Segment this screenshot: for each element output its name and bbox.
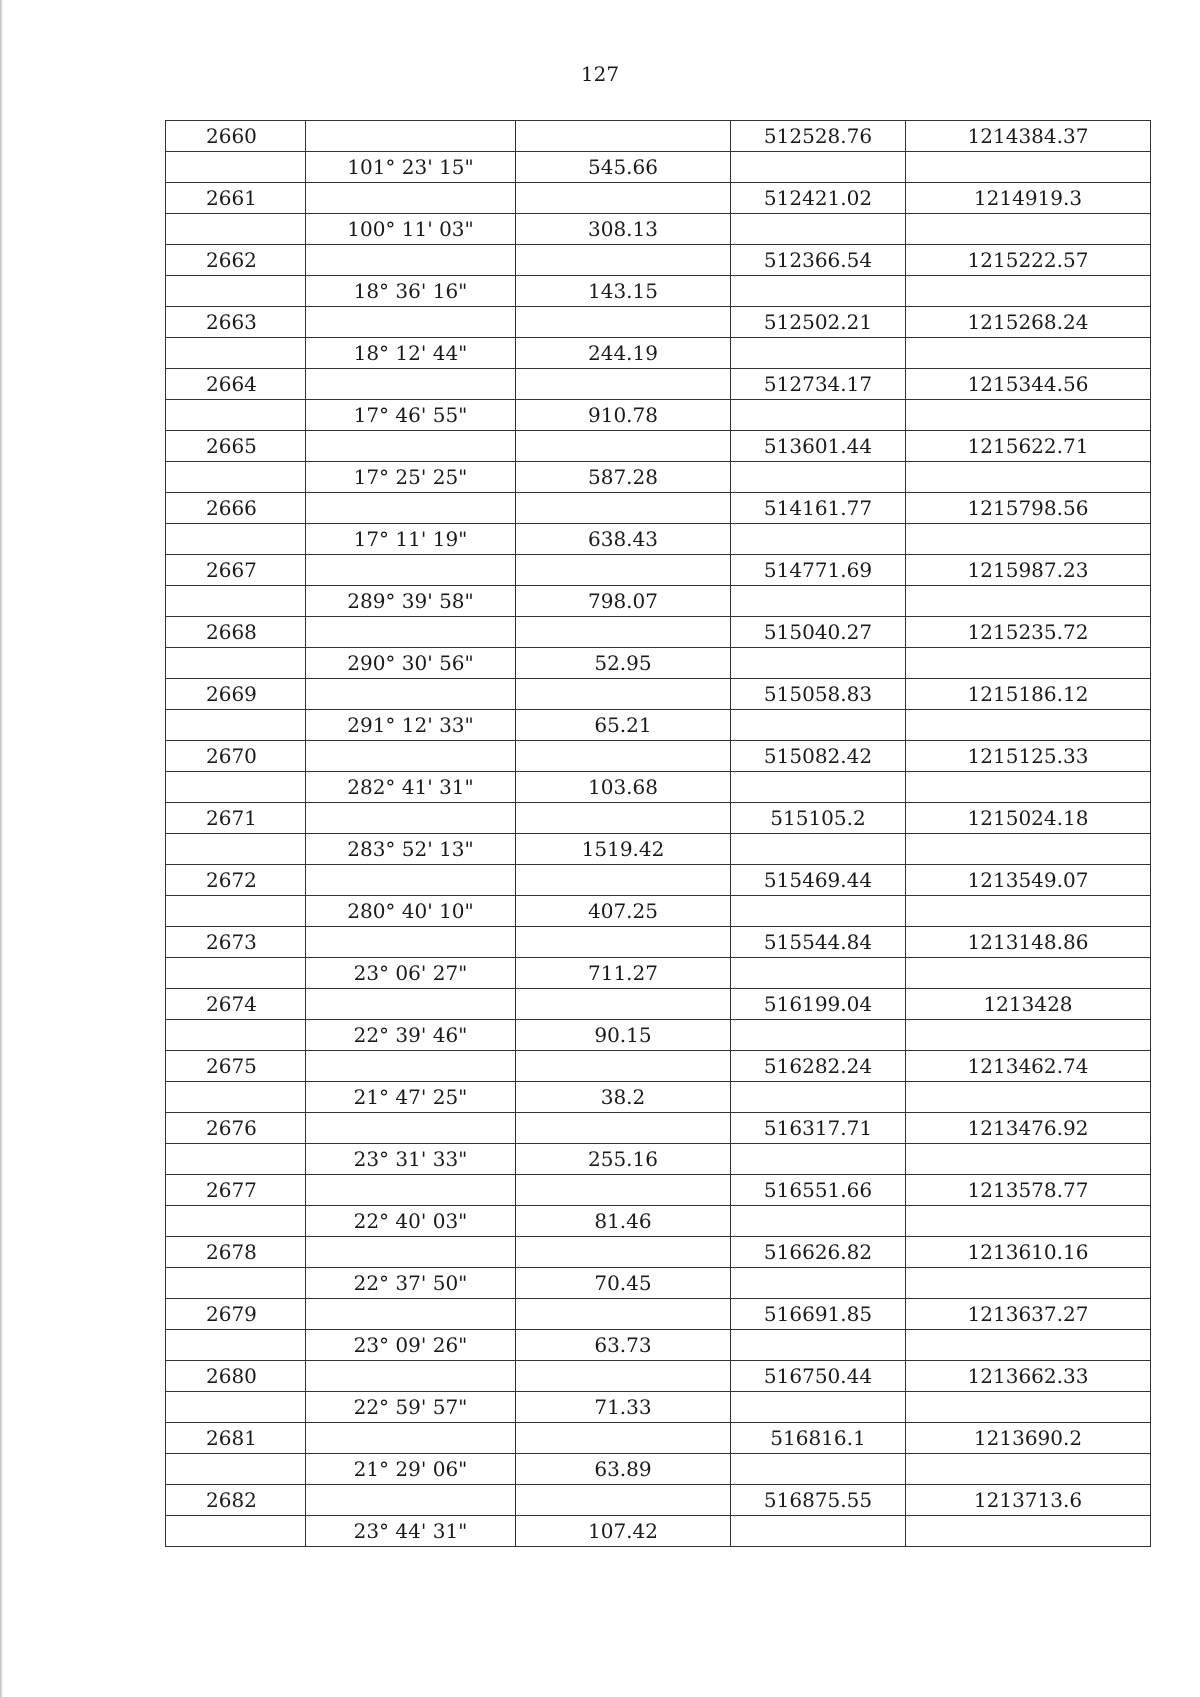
point-row: [166, 1485, 1151, 1516]
empty-cell: [906, 1268, 1151, 1299]
empty-cell: [516, 431, 731, 462]
point-id-cell: 2667: [166, 555, 306, 586]
y-coordinate-cell: 1213462.74: [906, 1051, 1151, 1082]
point-id-cell: 2676: [166, 1113, 306, 1144]
point-row: [166, 1237, 1151, 1268]
segment-row: [166, 1144, 1151, 1175]
distance-cell: 65.21: [516, 710, 731, 741]
distance-cell: 81.46: [516, 1206, 731, 1237]
distance-cell: 143.15: [516, 276, 731, 307]
point-row: [166, 121, 1151, 152]
empty-cell: [906, 1392, 1151, 1423]
empty-cell: [516, 927, 731, 958]
empty-cell: [906, 648, 1151, 679]
y-coordinate-cell: 1214384.37: [906, 121, 1151, 152]
empty-cell: [166, 586, 306, 617]
segment-row: [166, 1020, 1151, 1051]
empty-cell: [906, 152, 1151, 183]
x-coordinate-cell: 516551.66: [731, 1175, 906, 1206]
empty-cell: [306, 1299, 516, 1330]
empty-cell: [166, 214, 306, 245]
empty-cell: [516, 1485, 731, 1516]
point-row: [166, 369, 1151, 400]
segment-row: [166, 1082, 1151, 1113]
empty-cell: [516, 989, 731, 1020]
x-coordinate-cell: 516317.71: [731, 1113, 906, 1144]
bearing-cell: 22° 39' 46": [306, 1020, 516, 1051]
distance-cell: 587.28: [516, 462, 731, 493]
segment-row: [166, 1330, 1151, 1361]
empty-cell: [731, 710, 906, 741]
distance-cell: 798.07: [516, 586, 731, 617]
segment-row: [166, 462, 1151, 493]
x-coordinate-cell: 512528.76: [731, 121, 906, 152]
bearing-cell: 283° 52' 13": [306, 834, 516, 865]
empty-cell: [516, 679, 731, 710]
point-row: [166, 1423, 1151, 1454]
point-row: [166, 555, 1151, 586]
empty-cell: [731, 400, 906, 431]
point-row: [166, 989, 1151, 1020]
point-row: [166, 1299, 1151, 1330]
bearing-cell: 17° 46' 55": [306, 400, 516, 431]
point-id-cell: 2660: [166, 121, 306, 152]
distance-cell: 63.89: [516, 1454, 731, 1485]
segment-row: [166, 648, 1151, 679]
empty-cell: [166, 1082, 306, 1113]
empty-cell: [906, 276, 1151, 307]
empty-cell: [906, 1082, 1151, 1113]
empty-cell: [306, 989, 516, 1020]
point-id-cell: 2680: [166, 1361, 306, 1392]
empty-cell: [731, 338, 906, 369]
point-id-cell: 2679: [166, 1299, 306, 1330]
distance-cell: 107.42: [516, 1516, 731, 1547]
segment-row: [166, 276, 1151, 307]
point-row: [166, 1175, 1151, 1206]
point-row: [166, 307, 1151, 338]
empty-cell: [306, 555, 516, 586]
empty-cell: [731, 1454, 906, 1485]
x-coordinate-cell: 515469.44: [731, 865, 906, 896]
distance-cell: 71.33: [516, 1392, 731, 1423]
point-id-cell: 2671: [166, 803, 306, 834]
distance-cell: 70.45: [516, 1268, 731, 1299]
segment-row: [166, 834, 1151, 865]
empty-cell: [166, 648, 306, 679]
empty-cell: [306, 1051, 516, 1082]
point-id-cell: 2678: [166, 1237, 306, 1268]
bearing-cell: 23° 09' 26": [306, 1330, 516, 1361]
y-coordinate-cell: 1213662.33: [906, 1361, 1151, 1392]
distance-cell: 90.15: [516, 1020, 731, 1051]
empty-cell: [516, 183, 731, 214]
coordinate-table: [165, 120, 1151, 1547]
point-id-cell: 2670: [166, 741, 306, 772]
empty-cell: [166, 834, 306, 865]
x-coordinate-cell: 515544.84: [731, 927, 906, 958]
empty-cell: [166, 276, 306, 307]
empty-cell: [906, 400, 1151, 431]
segment-row: [166, 896, 1151, 927]
bearing-cell: 21° 47' 25": [306, 1082, 516, 1113]
point-row: [166, 741, 1151, 772]
empty-cell: [166, 896, 306, 927]
point-id-cell: 2663: [166, 307, 306, 338]
bearing-cell: 21° 29' 06": [306, 1454, 516, 1485]
empty-cell: [906, 896, 1151, 927]
y-coordinate-cell: 1215798.56: [906, 493, 1151, 524]
distance-cell: 103.68: [516, 772, 731, 803]
empty-cell: [516, 493, 731, 524]
x-coordinate-cell: 512734.17: [731, 369, 906, 400]
empty-cell: [906, 1020, 1151, 1051]
empty-cell: [731, 1516, 906, 1547]
empty-cell: [306, 927, 516, 958]
empty-cell: [731, 1392, 906, 1423]
bearing-cell: 22° 59' 57": [306, 1392, 516, 1423]
y-coordinate-cell: 1213428: [906, 989, 1151, 1020]
point-id-cell: 2662: [166, 245, 306, 276]
segment-row: [166, 524, 1151, 555]
empty-cell: [516, 803, 731, 834]
empty-cell: [731, 524, 906, 555]
bearing-cell: 22° 40' 03": [306, 1206, 516, 1237]
empty-cell: [906, 214, 1151, 245]
empty-cell: [731, 462, 906, 493]
page-number: 127: [580, 62, 620, 86]
bearing-cell: 18° 12' 44": [306, 338, 516, 369]
empty-cell: [731, 586, 906, 617]
empty-cell: [306, 803, 516, 834]
y-coordinate-cell: 1213549.07: [906, 865, 1151, 896]
empty-cell: [306, 617, 516, 648]
empty-cell: [306, 1361, 516, 1392]
point-id-cell: 2673: [166, 927, 306, 958]
segment-row: [166, 214, 1151, 245]
empty-cell: [731, 1082, 906, 1113]
distance-cell: 52.95: [516, 648, 731, 679]
empty-cell: [306, 369, 516, 400]
empty-cell: [906, 834, 1151, 865]
point-id-cell: 2682: [166, 1485, 306, 1516]
point-row: [166, 183, 1151, 214]
empty-cell: [516, 1113, 731, 1144]
empty-cell: [516, 1051, 731, 1082]
y-coordinate-cell: 1215344.56: [906, 369, 1151, 400]
segment-row: [166, 400, 1151, 431]
x-coordinate-cell: 512421.02: [731, 183, 906, 214]
segment-row: [166, 1516, 1151, 1547]
empty-cell: [516, 617, 731, 648]
empty-cell: [166, 1330, 306, 1361]
segment-row: [166, 1392, 1151, 1423]
y-coordinate-cell: 1215987.23: [906, 555, 1151, 586]
empty-cell: [906, 462, 1151, 493]
bearing-cell: 23° 31' 33": [306, 1144, 516, 1175]
point-id-cell: 2674: [166, 989, 306, 1020]
segment-row: [166, 772, 1151, 803]
bearing-cell: 282° 41' 31": [306, 772, 516, 803]
distance-cell: 910.78: [516, 400, 731, 431]
point-id-cell: 2665: [166, 431, 306, 462]
point-row: [166, 679, 1151, 710]
y-coordinate-cell: 1215125.33: [906, 741, 1151, 772]
bearing-cell: 18° 36' 16": [306, 276, 516, 307]
empty-cell: [166, 400, 306, 431]
y-coordinate-cell: 1215222.57: [906, 245, 1151, 276]
empty-cell: [906, 1454, 1151, 1485]
empty-cell: [516, 245, 731, 276]
empty-cell: [516, 1361, 731, 1392]
empty-cell: [166, 1020, 306, 1051]
distance-cell: 63.73: [516, 1330, 731, 1361]
x-coordinate-cell: 512502.21: [731, 307, 906, 338]
empty-cell: [516, 741, 731, 772]
empty-cell: [906, 710, 1151, 741]
point-row: [166, 493, 1151, 524]
empty-cell: [906, 524, 1151, 555]
empty-cell: [306, 493, 516, 524]
point-row: [166, 617, 1151, 648]
empty-cell: [731, 1268, 906, 1299]
empty-cell: [306, 1113, 516, 1144]
empty-cell: [906, 1516, 1151, 1547]
x-coordinate-cell: 516691.85: [731, 1299, 906, 1330]
empty-cell: [166, 1516, 306, 1547]
empty-cell: [516, 1299, 731, 1330]
empty-cell: [906, 1206, 1151, 1237]
y-coordinate-cell: 1213713.6: [906, 1485, 1151, 1516]
empty-cell: [166, 1454, 306, 1485]
segment-row: [166, 710, 1151, 741]
y-coordinate-cell: 1215024.18: [906, 803, 1151, 834]
empty-cell: [516, 307, 731, 338]
empty-cell: [166, 1268, 306, 1299]
empty-cell: [731, 1206, 906, 1237]
empty-cell: [516, 1423, 731, 1454]
empty-cell: [306, 1485, 516, 1516]
empty-cell: [906, 1144, 1151, 1175]
x-coordinate-cell: 515040.27: [731, 617, 906, 648]
empty-cell: [731, 896, 906, 927]
empty-cell: [731, 1330, 906, 1361]
x-coordinate-cell: 513601.44: [731, 431, 906, 462]
distance-cell: 638.43: [516, 524, 731, 555]
y-coordinate-cell: 1213476.92: [906, 1113, 1151, 1144]
empty-cell: [166, 772, 306, 803]
x-coordinate-cell: 516282.24: [731, 1051, 906, 1082]
empty-cell: [306, 679, 516, 710]
point-id-cell: 2669: [166, 679, 306, 710]
y-coordinate-cell: 1213610.16: [906, 1237, 1151, 1268]
empty-cell: [306, 865, 516, 896]
segment-row: [166, 1268, 1151, 1299]
segment-row: [166, 586, 1151, 617]
segment-row: [166, 1454, 1151, 1485]
x-coordinate-cell: 515082.42: [731, 741, 906, 772]
point-row: [166, 927, 1151, 958]
segment-row: [166, 958, 1151, 989]
x-coordinate-cell: 516875.55: [731, 1485, 906, 1516]
x-coordinate-cell: 514771.69: [731, 555, 906, 586]
empty-cell: [166, 1206, 306, 1237]
empty-cell: [906, 772, 1151, 803]
empty-cell: [306, 183, 516, 214]
y-coordinate-cell: 1213148.86: [906, 927, 1151, 958]
empty-cell: [906, 1330, 1151, 1361]
empty-cell: [306, 741, 516, 772]
bearing-cell: 290° 30' 56": [306, 648, 516, 679]
empty-cell: [166, 152, 306, 183]
point-row: [166, 1113, 1151, 1144]
distance-cell: 407.25: [516, 896, 731, 927]
empty-cell: [731, 648, 906, 679]
empty-cell: [731, 1144, 906, 1175]
empty-cell: [306, 307, 516, 338]
empty-cell: [731, 834, 906, 865]
empty-cell: [166, 524, 306, 555]
empty-cell: [516, 1175, 731, 1206]
empty-cell: [906, 586, 1151, 617]
distance-cell: 255.16: [516, 1144, 731, 1175]
empty-cell: [731, 214, 906, 245]
point-row: [166, 431, 1151, 462]
y-coordinate-cell: 1215235.72: [906, 617, 1151, 648]
segment-row: [166, 338, 1151, 369]
y-coordinate-cell: 1213690.2: [906, 1423, 1151, 1454]
point-id-cell: 2661: [166, 183, 306, 214]
y-coordinate-cell: 1213578.77: [906, 1175, 1151, 1206]
x-coordinate-cell: 516626.82: [731, 1237, 906, 1268]
empty-cell: [306, 245, 516, 276]
bearing-cell: 17° 11' 19": [306, 524, 516, 555]
empty-cell: [166, 958, 306, 989]
point-row: [166, 803, 1151, 834]
bearing-cell: 17° 25' 25": [306, 462, 516, 493]
empty-cell: [516, 865, 731, 896]
empty-cell: [306, 121, 516, 152]
empty-cell: [731, 1020, 906, 1051]
x-coordinate-cell: 516750.44: [731, 1361, 906, 1392]
bearing-cell: 101° 23' 15": [306, 152, 516, 183]
segment-row: [166, 152, 1151, 183]
empty-cell: [516, 555, 731, 586]
x-coordinate-cell: 514161.77: [731, 493, 906, 524]
distance-cell: 1519.42: [516, 834, 731, 865]
empty-cell: [166, 1392, 306, 1423]
bearing-cell: 23° 44' 31": [306, 1516, 516, 1547]
empty-cell: [731, 958, 906, 989]
empty-cell: [306, 1237, 516, 1268]
segment-row: [166, 1206, 1151, 1237]
empty-cell: [166, 710, 306, 741]
distance-cell: 308.13: [516, 214, 731, 245]
empty-cell: [731, 152, 906, 183]
empty-cell: [306, 1175, 516, 1206]
distance-cell: 244.19: [516, 338, 731, 369]
x-coordinate-cell: 516199.04: [731, 989, 906, 1020]
bearing-cell: 100° 11' 03": [306, 214, 516, 245]
distance-cell: 711.27: [516, 958, 731, 989]
y-coordinate-cell: 1213637.27: [906, 1299, 1151, 1330]
bearing-cell: 22° 37' 50": [306, 1268, 516, 1299]
y-coordinate-cell: 1214919.3: [906, 183, 1151, 214]
empty-cell: [906, 958, 1151, 989]
empty-cell: [166, 338, 306, 369]
empty-cell: [306, 431, 516, 462]
scan-edge: [0, 0, 3, 1697]
point-id-cell: 2672: [166, 865, 306, 896]
empty-cell: [516, 121, 731, 152]
point-row: [166, 865, 1151, 896]
x-coordinate-cell: 516816.1: [731, 1423, 906, 1454]
point-id-cell: 2668: [166, 617, 306, 648]
distance-cell: 545.66: [516, 152, 731, 183]
point-row: [166, 1051, 1151, 1082]
empty-cell: [731, 276, 906, 307]
empty-cell: [516, 369, 731, 400]
bearing-cell: 289° 39' 58": [306, 586, 516, 617]
point-id-cell: 2666: [166, 493, 306, 524]
bearing-cell: 23° 06' 27": [306, 958, 516, 989]
bearing-cell: 291° 12' 33": [306, 710, 516, 741]
y-coordinate-cell: 1215268.24: [906, 307, 1151, 338]
distance-cell: 38.2: [516, 1082, 731, 1113]
point-id-cell: 2681: [166, 1423, 306, 1454]
x-coordinate-cell: 515058.83: [731, 679, 906, 710]
x-coordinate-cell: 512366.54: [731, 245, 906, 276]
point-row: [166, 1361, 1151, 1392]
empty-cell: [306, 1423, 516, 1454]
point-id-cell: 2677: [166, 1175, 306, 1206]
empty-cell: [516, 1237, 731, 1268]
point-row: [166, 245, 1151, 276]
empty-cell: [906, 338, 1151, 369]
x-coordinate-cell: 515105.2: [731, 803, 906, 834]
bearing-cell: 280° 40' 10": [306, 896, 516, 927]
coordinate-table-body: [166, 121, 1151, 1547]
point-id-cell: 2675: [166, 1051, 306, 1082]
empty-cell: [166, 1144, 306, 1175]
empty-cell: [731, 772, 906, 803]
empty-cell: [166, 462, 306, 493]
y-coordinate-cell: 1215622.71: [906, 431, 1151, 462]
point-id-cell: 2664: [166, 369, 306, 400]
y-coordinate-cell: 1215186.12: [906, 679, 1151, 710]
